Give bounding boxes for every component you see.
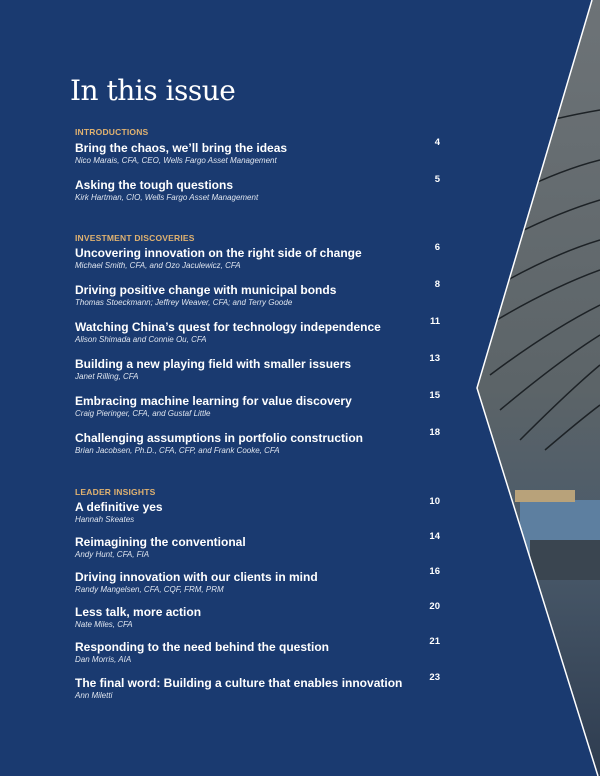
entry-title: Embracing machine learning for value discovery (75, 394, 352, 408)
toc-entry[interactable] (75, 353, 440, 381)
entry-page: 18 (429, 427, 440, 438)
entry-title: Watching China’s quest for technology independence (75, 320, 381, 334)
entry-page: 11 (429, 316, 440, 327)
entry-authors: Dan Morris, AIA (75, 655, 132, 664)
toc-entry[interactable] (75, 601, 440, 629)
entry-page: 21 (429, 636, 440, 647)
toc-entry[interactable] (75, 531, 440, 559)
entry-page: 14 (429, 531, 440, 542)
entry-title: Less talk, more action (75, 605, 202, 619)
entry-title: Asking the tough questions (75, 178, 233, 192)
entry-authors: Nico Marais, CFA, CEO, Wells Fargo Asset Management (75, 156, 277, 165)
entry-authors: Randy Mangelsen, CFA, CQF, FRM, PRM (75, 585, 224, 594)
section-label-leader-insights: LEADER INSIGHTS (75, 487, 156, 497)
toc-entry[interactable] (75, 242, 440, 270)
entry-title: Building a new playing field with smaller issuers (75, 357, 352, 371)
entry-title: The final word: Building a culture that enables innovation (75, 676, 403, 690)
section-label-investment-discoveries: INVESTMENT DISCOVERIES (75, 233, 195, 243)
entry-title: Driving innovation with our clients in mind (75, 570, 318, 584)
entry-authors: Hannah Skeates (75, 515, 135, 524)
entry-authors: Brian Jacobsen, Ph.D., CFA, CFP, and Frank Cooke, CFA (75, 446, 280, 455)
entry-title: Bring the chaos, we’ll bring the ideas (75, 141, 288, 155)
entry-page: 6 (434, 242, 440, 253)
entry-title: A definitive yes (75, 500, 163, 514)
entry-title: Uncovering innovation on the right side of change (75, 246, 362, 260)
entry-page: 23 (429, 672, 440, 683)
entry-authors: Kirk Hartman, CIO, Wells Fargo Asset Management (75, 193, 259, 202)
toc-entry[interactable] (75, 390, 440, 418)
toc-entry[interactable] (75, 279, 440, 307)
entry-page: 16 (429, 566, 440, 577)
entry-authors: Ann Miletti (75, 691, 113, 700)
entry-authors: Andy Hunt, CFA, FIA (75, 550, 150, 559)
entry-authors: Alison Shimada and Connie Ou, CFA (75, 335, 207, 344)
entry-page: 13 (429, 353, 440, 364)
entry-page: 15 (429, 390, 440, 401)
entry-authors: Nate Miles, CFA (75, 620, 133, 629)
entry-authors: Craig Pieringer, CFA, and Gustaf Little (75, 409, 211, 418)
entry-authors: Thomas Stoeckmann; Jeffrey Weaver, CFA; and Terry Goode (75, 298, 293, 307)
entry-page: 10 (429, 496, 440, 507)
entry-page: 20 (429, 601, 440, 612)
toc-entry[interactable] (75, 636, 440, 664)
toc-entry[interactable] (75, 427, 440, 455)
entry-title: Challenging assumptions in portfolio construction (75, 431, 363, 445)
toc-entry[interactable] (75, 137, 440, 165)
section-label-introductions: INTRODUCTIONS (75, 127, 149, 137)
entry-title: Reimagining the conventional (75, 535, 246, 549)
page-title: In this issue (70, 74, 236, 107)
toc-entry[interactable] (75, 316, 440, 344)
toc-entry[interactable] (75, 672, 440, 700)
entry-title: Responding to the need behind the question (75, 640, 329, 654)
entry-authors: Janet Rilling, CFA (75, 372, 139, 381)
toc-entry[interactable] (75, 566, 440, 594)
entry-title: Driving positive change with municipal bonds (75, 283, 337, 297)
toc-entry[interactable] (75, 496, 440, 524)
entry-authors: Michael Smith, CFA, and Ozo Jaculewicz, CFA (75, 261, 241, 270)
entry-page: 8 (434, 279, 440, 290)
toc-entry[interactable] (75, 174, 440, 202)
entry-page: 5 (434, 174, 440, 185)
entry-page: 4 (434, 137, 440, 148)
